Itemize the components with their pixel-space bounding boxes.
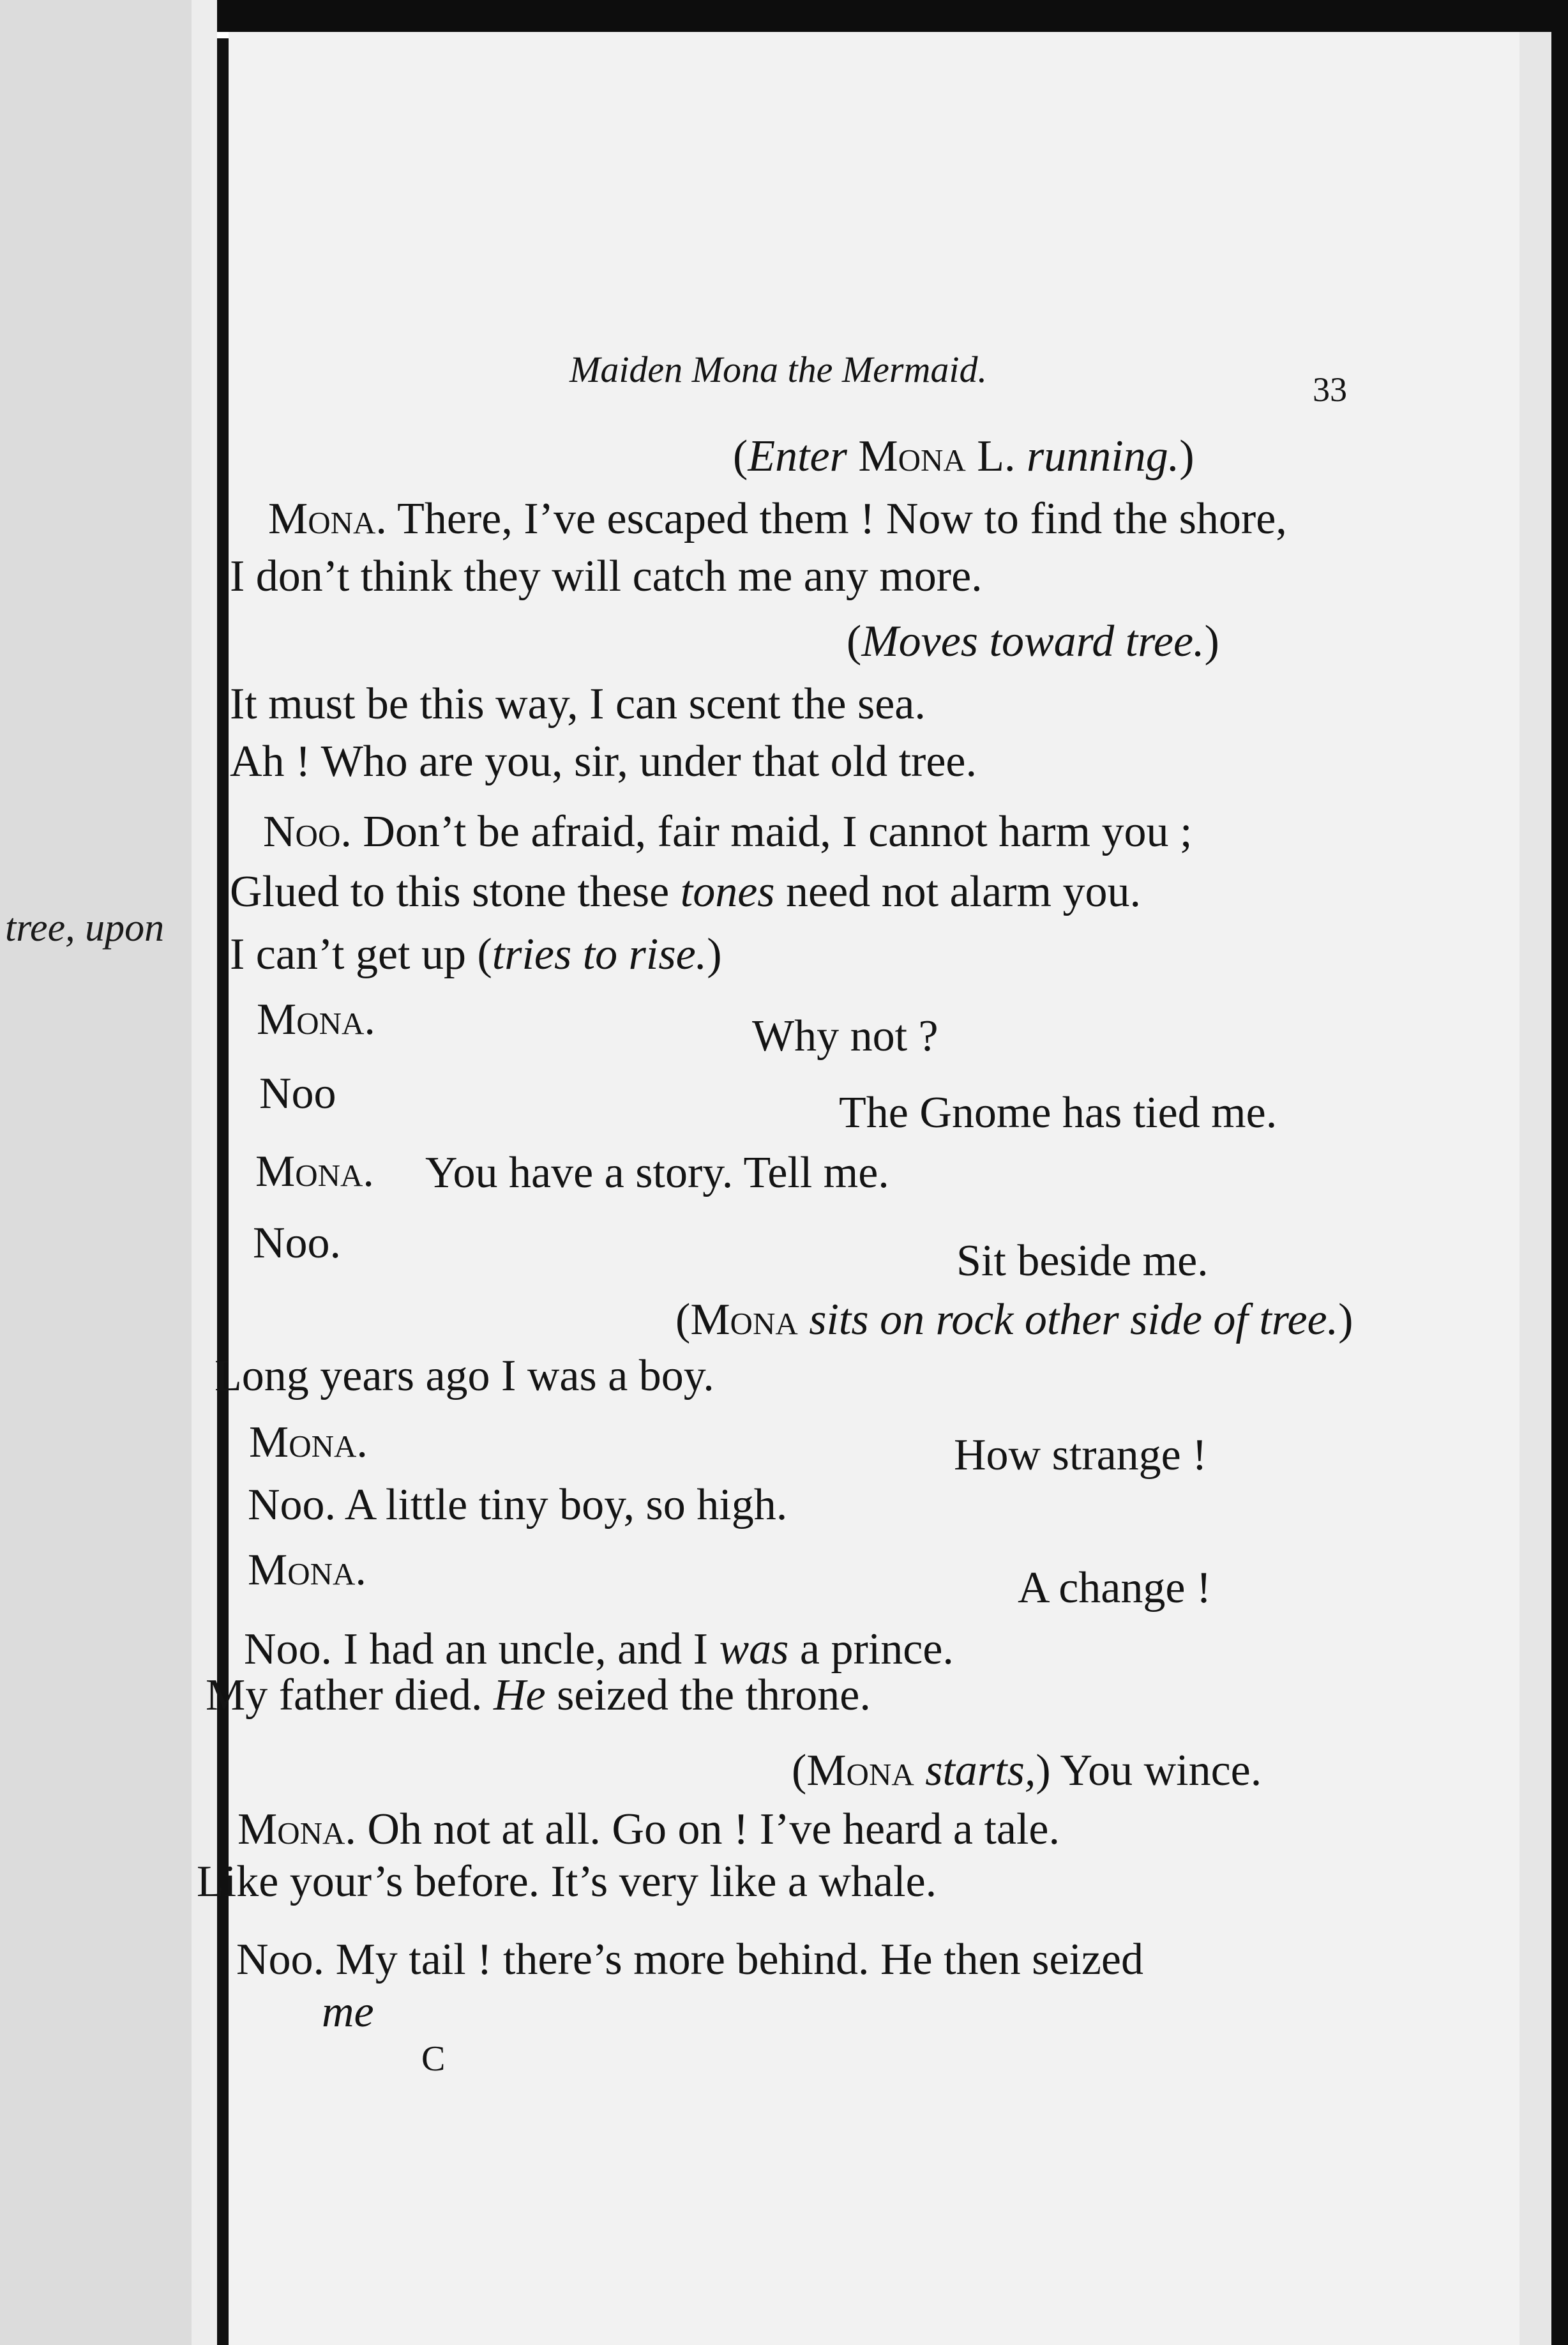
speaker-name: Noo [259, 1069, 336, 1118]
page-edge-right [1519, 32, 1551, 2345]
dialogue-line: Sit beside me. [956, 1236, 1209, 1286]
book-gutter [217, 38, 229, 2345]
dialogue-line: Noo. Don’t be afraid, fair maid, I cannot harm you ; [263, 807, 1193, 856]
page-number: 33 [1313, 370, 1347, 409]
page-edge-left [192, 0, 217, 2345]
dialogue-line: My father died. He seized the throne. [206, 1671, 871, 1720]
speaker-name: Mona. [249, 1418, 368, 1467]
speaker-name: Mona. [268, 494, 387, 543]
signature-mark: C [421, 2039, 446, 2079]
dialogue-line: You have a story. Tell me. [425, 1148, 889, 1197]
dialogue-line: Glued to this stone these tones need not alarm you. [230, 867, 1141, 916]
dialogue-line: I can’t get up (tries to rise.) [230, 930, 722, 979]
speaker-name: Noo. [236, 1935, 325, 1984]
stage-direction: (Enter Mona L. running.) [733, 432, 1195, 481]
dialogue-line: Long years ago I was a boy. [215, 1351, 714, 1400]
dialogue-line: The Gnome has tied me. [839, 1088, 1278, 1137]
dialogue-line: Mona. There, I’ve escaped them ! Now to find the shore, [268, 494, 1287, 543]
dialogue-line: It must be this way, I can scent the sea. [230, 679, 926, 729]
speaker-name: Noo. [263, 807, 352, 856]
dialogue-line: Ah ! Who are you, sir, under that old tree. [230, 737, 977, 786]
dialogue-line: me [322, 1987, 374, 2037]
stage-direction: (Mona starts,) You wince. [792, 1746, 1262, 1795]
facing-page-fragment: tree, upon [5, 906, 165, 950]
dialogue-line: Why not ? [752, 1012, 939, 1061]
speaker-name: Noo. [248, 1480, 336, 1529]
stage-direction: (Moves toward tree.) [847, 617, 1219, 666]
speaker-name: Mona. [257, 995, 375, 1044]
dialogue-line: Noo. A little tiny boy, so high. [248, 1480, 788, 1529]
page-33 [197, 32, 1519, 2345]
speaker-name: Noo. [244, 1625, 333, 1674]
dialogue-line: Noo. I had an uncle, and I was a prince. [244, 1625, 954, 1674]
speaker-name: Mona. [255, 1147, 374, 1196]
dialogue-line: Noo. My tail ! there’s more behind. He then seized [236, 1935, 1143, 1984]
dialogue-line: Mona. Oh not at all. Go on ! I’ve heard a tale. [237, 1805, 1060, 1854]
scan-border-right [1551, 0, 1568, 2345]
running-header: Maiden Mona the Mermaid. [569, 349, 987, 390]
speaker-name: Mona. [237, 1805, 356, 1854]
dialogue-line: How strange ! [954, 1431, 1207, 1480]
dialogue-line: A change ! [1018, 1563, 1212, 1613]
dialogue-line: Like your’s before. It’s very like a whale. [197, 1857, 937, 1906]
speaker-name: Mona. [248, 1545, 366, 1595]
speaker-name: Noo. [253, 1218, 342, 1268]
scan-border-top [0, 0, 1568, 32]
facing-page [0, 0, 192, 2345]
stage-direction: (Mona sits on rock other side of tree.) [675, 1295, 1353, 1344]
dialogue-line: I don’t think they will catch me any more. [230, 552, 983, 601]
